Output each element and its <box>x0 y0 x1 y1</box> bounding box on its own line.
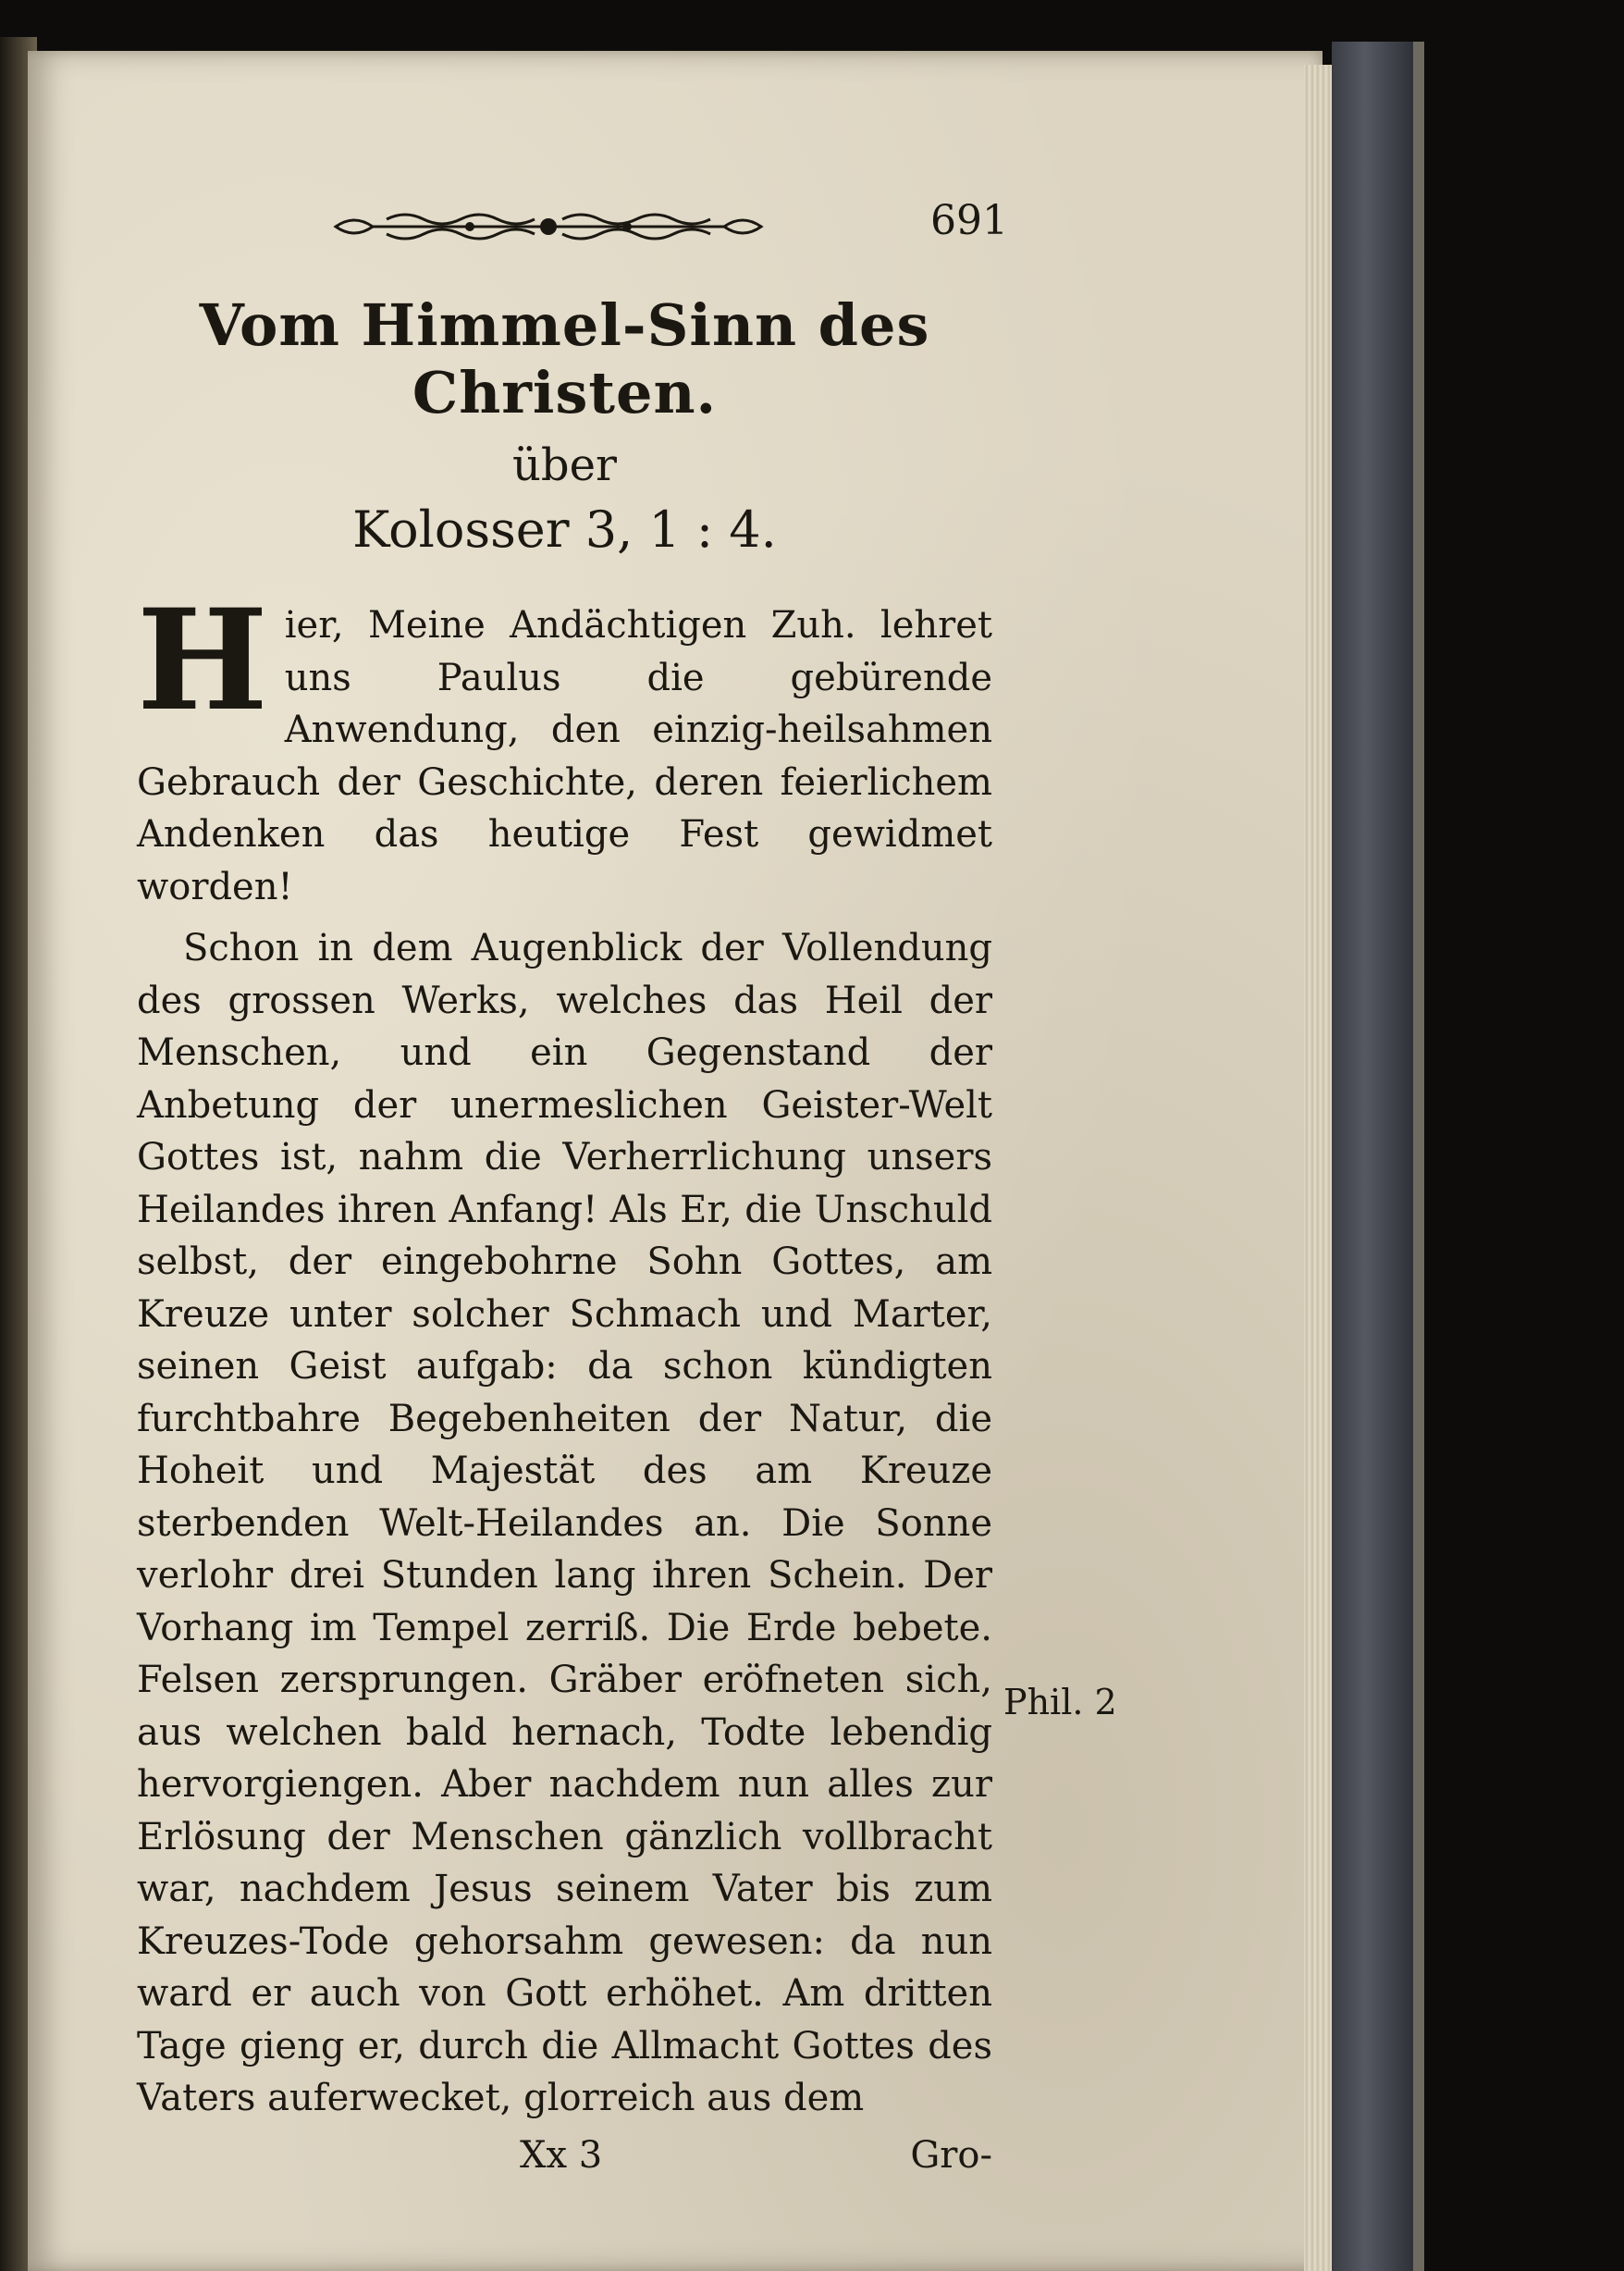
paragraph-1-text: ier, Meine Andächtigen Zuh. lehret uns Paulus die gebürende Anwendung, den einzig-heilsahmen Gebrauch der Geschichte, deren feierlichem Andenken das heutige Fest gewidmet worden! <box>137 604 992 908</box>
paragraph-2: Schon in dem Augenblick der Vollendung des grossen Werks, welches das Heil der Menschen, und ein Gegenstand der Anbetung der unermeslichen Geister-Welt Gottes ist, nahm die Verherrlichung unsers Heilandes ihren Anfang! Als Er, die Unschuld selbst, der eingebohrne Sohn Gottes, am Kreuze unter solcher Schmach und Marter, seinen Geist aufgab: da schon kündigten furchtbahre Begebenheiten der Natur, die Hoheit und Majestät des am Kreuze sterbenden Welt-Heilandes an. Die Sonne verlohr drei Stunden lang ihren Schein. Der Vorhang im Tempel zerriß. Die Erde bebete. Felsen zersprungen. Gräber eröfneten sich, aus welchen bald hernach, Todte lebendig hervorgiengen. Aber nachdem nun alles zur Erlösung der Menschen gänzlich vollbracht war, nachdem Jesus seinem Vater bis zum Kreuzes-Tode gehorsahm gewesen: da nun ward er auch von Gott erhöhet. Am dritten Tage gieng er, durch die Allmacht Gottes des Vaters auferwecket, glorreich aus dem <box>137 927 992 2119</box>
signature-mark: Xx 3 <box>520 2133 603 2177</box>
catchword: Gro- <box>910 2133 992 2177</box>
page-number: 691 <box>930 197 1008 244</box>
sermon-title: Vom Himmel-Sinn des Christen. <box>199 291 930 426</box>
page-footer <box>137 2134 992 2190</box>
margin-note: Phil. 2 <box>1003 1682 1117 1722</box>
scripture-reference: Kolosser 3, 1 : 4. <box>352 500 777 559</box>
page-content <box>137 190 1008 2190</box>
ornament-icon <box>331 210 766 243</box>
body-text <box>137 579 992 2125</box>
book-cover-board <box>1332 42 1415 2271</box>
drop-cap: H <box>137 579 268 742</box>
paragraph-1 <box>137 579 992 913</box>
title-connector: über <box>512 439 617 491</box>
running-header <box>137 190 1008 254</box>
book-cover-edge <box>1413 42 1424 2271</box>
